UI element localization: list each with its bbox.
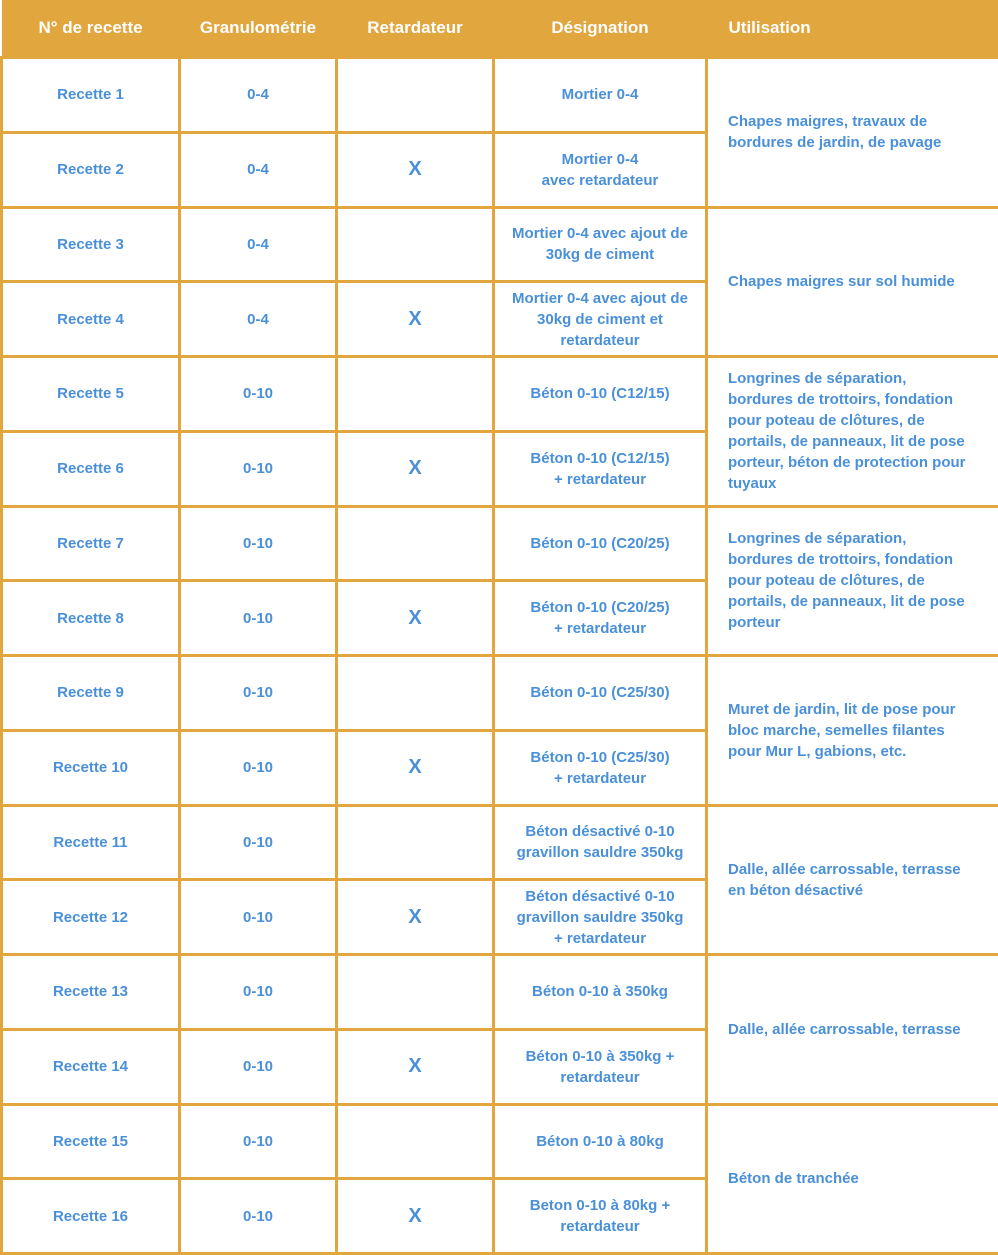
retarder-cell: X bbox=[337, 1179, 494, 1254]
granulometry-cell: 0-10 bbox=[180, 656, 337, 731]
designation-cell: Béton 0-10 à 350kg bbox=[494, 955, 707, 1030]
granulometry-cell: 0-10 bbox=[180, 805, 337, 880]
designation-cell: Mortier 0-4 avec ajout de 30kg de ciment bbox=[494, 207, 707, 282]
header-retarder: Retardateur bbox=[337, 0, 494, 58]
table-row bbox=[2, 207, 998, 282]
designation-cell: Béton 0-10 (C25/30) bbox=[494, 656, 707, 731]
recipe-cell: Recette 9 bbox=[2, 656, 180, 731]
recipe-cell: Recette 4 bbox=[2, 282, 180, 357]
header-granulometry: Granulométrie bbox=[180, 0, 337, 58]
retarder-cell: X bbox=[337, 581, 494, 656]
table-body bbox=[2, 58, 998, 1254]
retarder-cell bbox=[337, 506, 494, 581]
retarder-cell bbox=[337, 58, 494, 133]
designation-cell: Béton 0-10 (C12/15) bbox=[494, 357, 707, 432]
granulometry-cell: 0-10 bbox=[180, 581, 337, 656]
recipe-cell: Recette 12 bbox=[2, 880, 180, 955]
header-recipe-number: N° de recette bbox=[2, 0, 180, 58]
retarder-cell: X bbox=[337, 730, 494, 805]
granulometry-cell: 0-4 bbox=[180, 132, 337, 207]
table-row bbox=[2, 1104, 998, 1179]
usage-cell: Béton de tranchée bbox=[707, 1104, 998, 1254]
recipe-cell: Recette 5 bbox=[2, 357, 180, 432]
retarder-cell: X bbox=[337, 1029, 494, 1104]
granulometry-cell: 0-10 bbox=[180, 1104, 337, 1179]
designation-cell: Beton 0-10 à 80kg + retardateur bbox=[494, 1179, 707, 1254]
designation-cell: Béton 0-10 (C25/30) + retardateur bbox=[494, 730, 707, 805]
designation-cell: Mortier 0-4 bbox=[494, 58, 707, 133]
designation-cell: Béton 0-10 (C20/25) bbox=[494, 506, 707, 581]
usage-cell: Muret de jardin, lit de pose pour bloc marche, semelles filantes pour Mur L, gabions, etc. bbox=[707, 656, 998, 806]
granulometry-cell: 0-4 bbox=[180, 282, 337, 357]
designation-cell: Béton 0-10 (C12/15) + retardateur bbox=[494, 431, 707, 506]
table-row bbox=[2, 656, 998, 731]
retarder-cell bbox=[337, 955, 494, 1030]
recipe-cell: Recette 13 bbox=[2, 955, 180, 1030]
retarder-cell: X bbox=[337, 431, 494, 506]
recipe-cell: Recette 16 bbox=[2, 1179, 180, 1254]
usage-cell: Longrines de séparation, bordures de trottoirs, fondation pour poteau de clôtures, de portails, de panneaux, lit de pose porteur, béton de protection pour tuyaux bbox=[707, 357, 998, 507]
granulometry-cell: 0-4 bbox=[180, 207, 337, 282]
header-usage: Utilisation bbox=[707, 0, 998, 58]
recipe-cell: Recette 7 bbox=[2, 506, 180, 581]
recipe-cell: Recette 8 bbox=[2, 581, 180, 656]
granulometry-cell: 0-10 bbox=[180, 1179, 337, 1254]
designation-cell: Béton 0-10 à 80kg bbox=[494, 1104, 707, 1179]
granulometry-cell: 0-4 bbox=[180, 58, 337, 133]
granulometry-cell: 0-10 bbox=[180, 431, 337, 506]
usage-cell: Dalle, allée carrossable, terrasse en béton désactivé bbox=[707, 805, 998, 955]
designation-cell: Mortier 0-4 avec ajout de 30kg de ciment et retardateur bbox=[494, 282, 707, 357]
granulometry-cell: 0-10 bbox=[180, 955, 337, 1030]
recipe-cell: Recette 11 bbox=[2, 805, 180, 880]
recipe-cell: Recette 14 bbox=[2, 1029, 180, 1104]
retarder-cell bbox=[337, 357, 494, 432]
usage-cell: Longrines de séparation, bordures de trottoirs, fondation pour poteau de clôtures, de portails, de panneaux, lit de pose porteur bbox=[707, 506, 998, 656]
recipe-cell: Recette 6 bbox=[2, 431, 180, 506]
granulometry-cell: 0-10 bbox=[180, 357, 337, 432]
recipe-cell: Recette 3 bbox=[2, 207, 180, 282]
retarder-cell: X bbox=[337, 132, 494, 207]
retarder-cell bbox=[337, 1104, 494, 1179]
usage-cell: Chapes maigres sur sol humide bbox=[707, 207, 998, 357]
table-row bbox=[2, 357, 998, 432]
recipe-cell: Recette 15 bbox=[2, 1104, 180, 1179]
usage-cell: Chapes maigres, travaux de bordures de jardin, de pavage bbox=[707, 58, 998, 208]
recipe-cell: Recette 1 bbox=[2, 58, 180, 133]
retarder-cell bbox=[337, 656, 494, 731]
table-row bbox=[2, 805, 998, 880]
table-row bbox=[2, 506, 998, 581]
usage-cell: Dalle, allée carrossable, terrasse bbox=[707, 955, 998, 1105]
retarder-cell: X bbox=[337, 282, 494, 357]
retarder-cell bbox=[337, 805, 494, 880]
table-row bbox=[2, 955, 998, 1030]
granulometry-cell: 0-10 bbox=[180, 880, 337, 955]
recipe-cell: Recette 2 bbox=[2, 132, 180, 207]
designation-cell: Béton 0-10 à 350kg + retardateur bbox=[494, 1029, 707, 1104]
granulometry-cell: 0-10 bbox=[180, 506, 337, 581]
recipe-cell: Recette 10 bbox=[2, 730, 180, 805]
designation-cell: Béton désactivé 0-10 gravillon sauldre 350kg bbox=[494, 805, 707, 880]
retarder-cell bbox=[337, 207, 494, 282]
header-designation: Désignation bbox=[494, 0, 707, 58]
retarder-cell: X bbox=[337, 880, 494, 955]
designation-cell: Béton 0-10 (C20/25) + retardateur bbox=[494, 581, 707, 656]
table-row bbox=[2, 58, 998, 133]
designation-cell: Béton désactivé 0-10 gravillon sauldre 350kg + retardateur bbox=[494, 880, 707, 955]
granulometry-cell: 0-10 bbox=[180, 730, 337, 805]
granulometry-cell: 0-10 bbox=[180, 1029, 337, 1104]
designation-cell: Mortier 0-4 avec retardateur bbox=[494, 132, 707, 207]
header-row bbox=[2, 0, 998, 58]
